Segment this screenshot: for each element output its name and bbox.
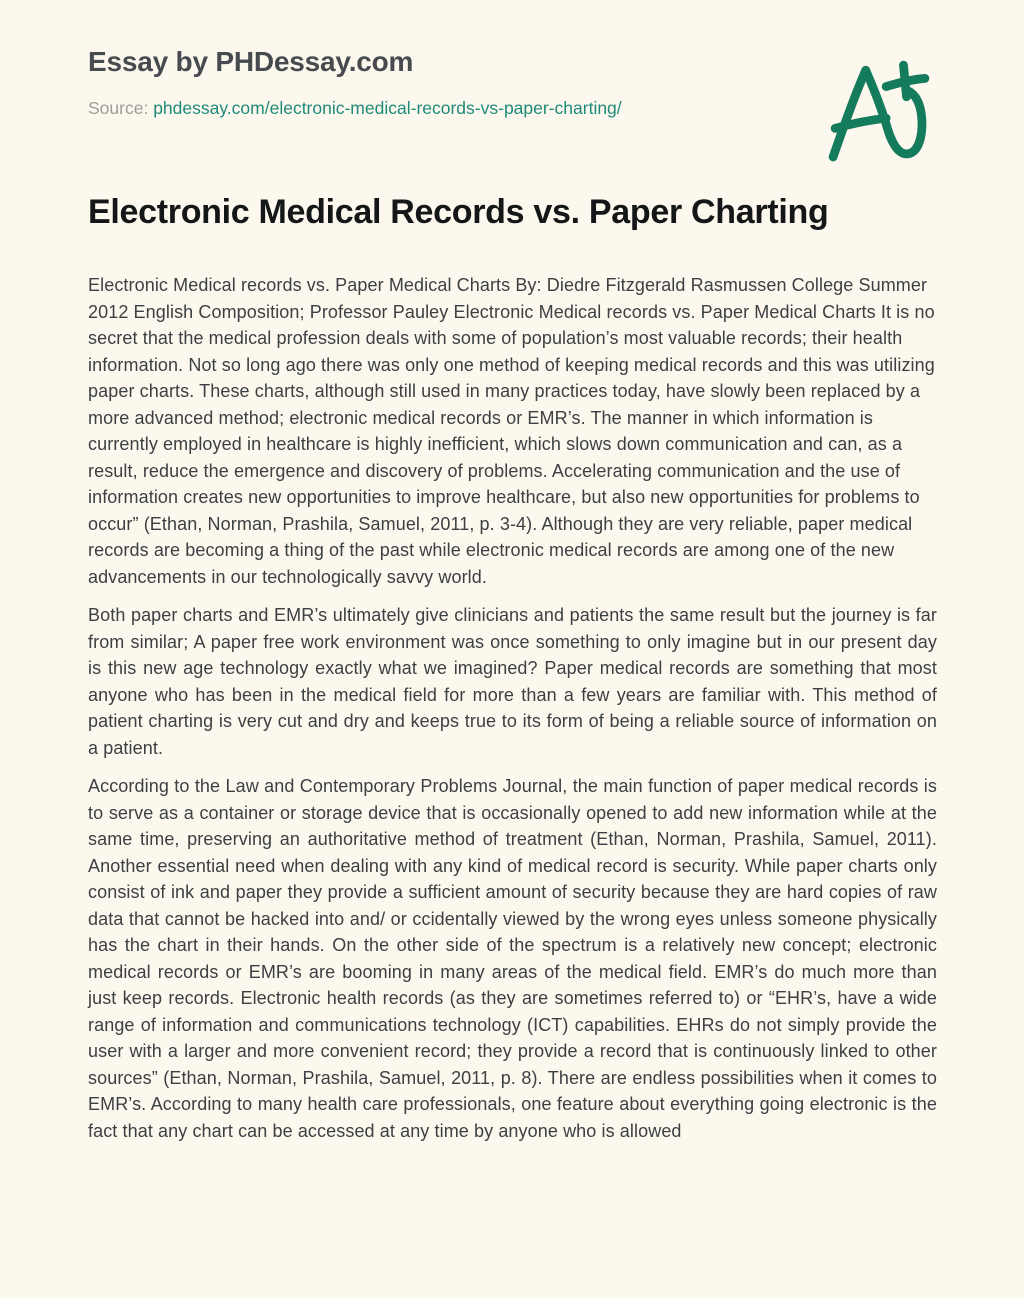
essay-paragraph-3: According to the Law and Contemporary Problems Journal, the main function of paper medical records is to serve as a container or storage device that is occasionally opened to add new information while at the same time, preserving an authoritative method of treatment (Ethan, Norman, Prashila, Samuel, 2011). Another essential need when dealing with any kind of medical record is security. While paper charts only consist of ink and paper they provide a sufficient amount of security because they are hard copies of raw data that cannot be hacked into and/ or ccidentally viewed by the wrong eyes unless someone physically has the chart in their hands. On the other side of the spectrum is a relatively new concept; electronic medical records or EMR’s are booming in many areas of the medical field. EMR’s do much more than just keep records. Electronic health records (as they are sometimes referred to) or “EHR’s, have a wide range of information and communications technology (ICT) capabilities. EHRs do not simply provide the user with a larger and more convenient record; they provide a record that is continuously linked to other sources” (Ethan, Norman, Prashila, Samuel, 2011, p. 8). There are endless possibilities when it comes to EMR’s. According to many health care professionals, one feature about everything going electronic is the fact that any chart can be accessed at any time by anyone who is allowed [88,776,937,1141]
article-title: Electronic Medical Records vs. Paper Charting [88,193,829,231]
site-title: Essay by PHDessay.com [88,46,414,77]
a-plus-logo-icon [828,56,930,162]
phdessay-logo [828,56,930,162]
essay-paragraph-1: Electronic Medical records vs. Paper Medical Charts By: Diedre Fitzgerald Rasmussen College Summer 2012 English Composition; Professor Pauley Electronic Medical records vs. Paper Medical Charts It is no secret that the medical profession deals with some of population’s most valuable records; their health information. Not so long ago there was only one method of keeping medical records and this was utilizing paper charts. These charts, although still used in many practices today, have slowly been replaced by a more advanced method; electronic medical records or EMR’s. The manner in which information is currently employed in healthcare is highly inefficient, which slows down communication and can, as a result, reduce the emergence and discovery of problems. Accelerating communication and the use of information creates new opportunities to improve healthcare, but also new opportunities for problems to occur” (Ethan, Norman, Prashila, Samuel, 2011, p. 3-4). Although they are very reliable, paper medical records are becoming a thing of the past while electronic medical records are among one of the new advancements in our technologically savvy world. [88,275,935,587]
page-header [88,46,937,119]
source-label: Source: [88,98,149,118]
source-link[interactable]: phdessay.com/electronic-medical-records-vs-paper-charting/ [153,98,622,118]
essay-paragraph-2: Both paper charts and EMR’s ultimately give clinicians and patients the same result but the journey is far from similar; A paper free work environment was once something to only imagine but in our present day is this new age technology exactly what we imagined? Paper medical records are something that most anyone who has been in the medical field for more than a few years are familiar with. This method of patient charting is very cut and dry and keeps true to its form of being a reliable source of information on a patient. [88,605,937,758]
essay-body [88,272,937,1144]
source-line [88,98,937,119]
